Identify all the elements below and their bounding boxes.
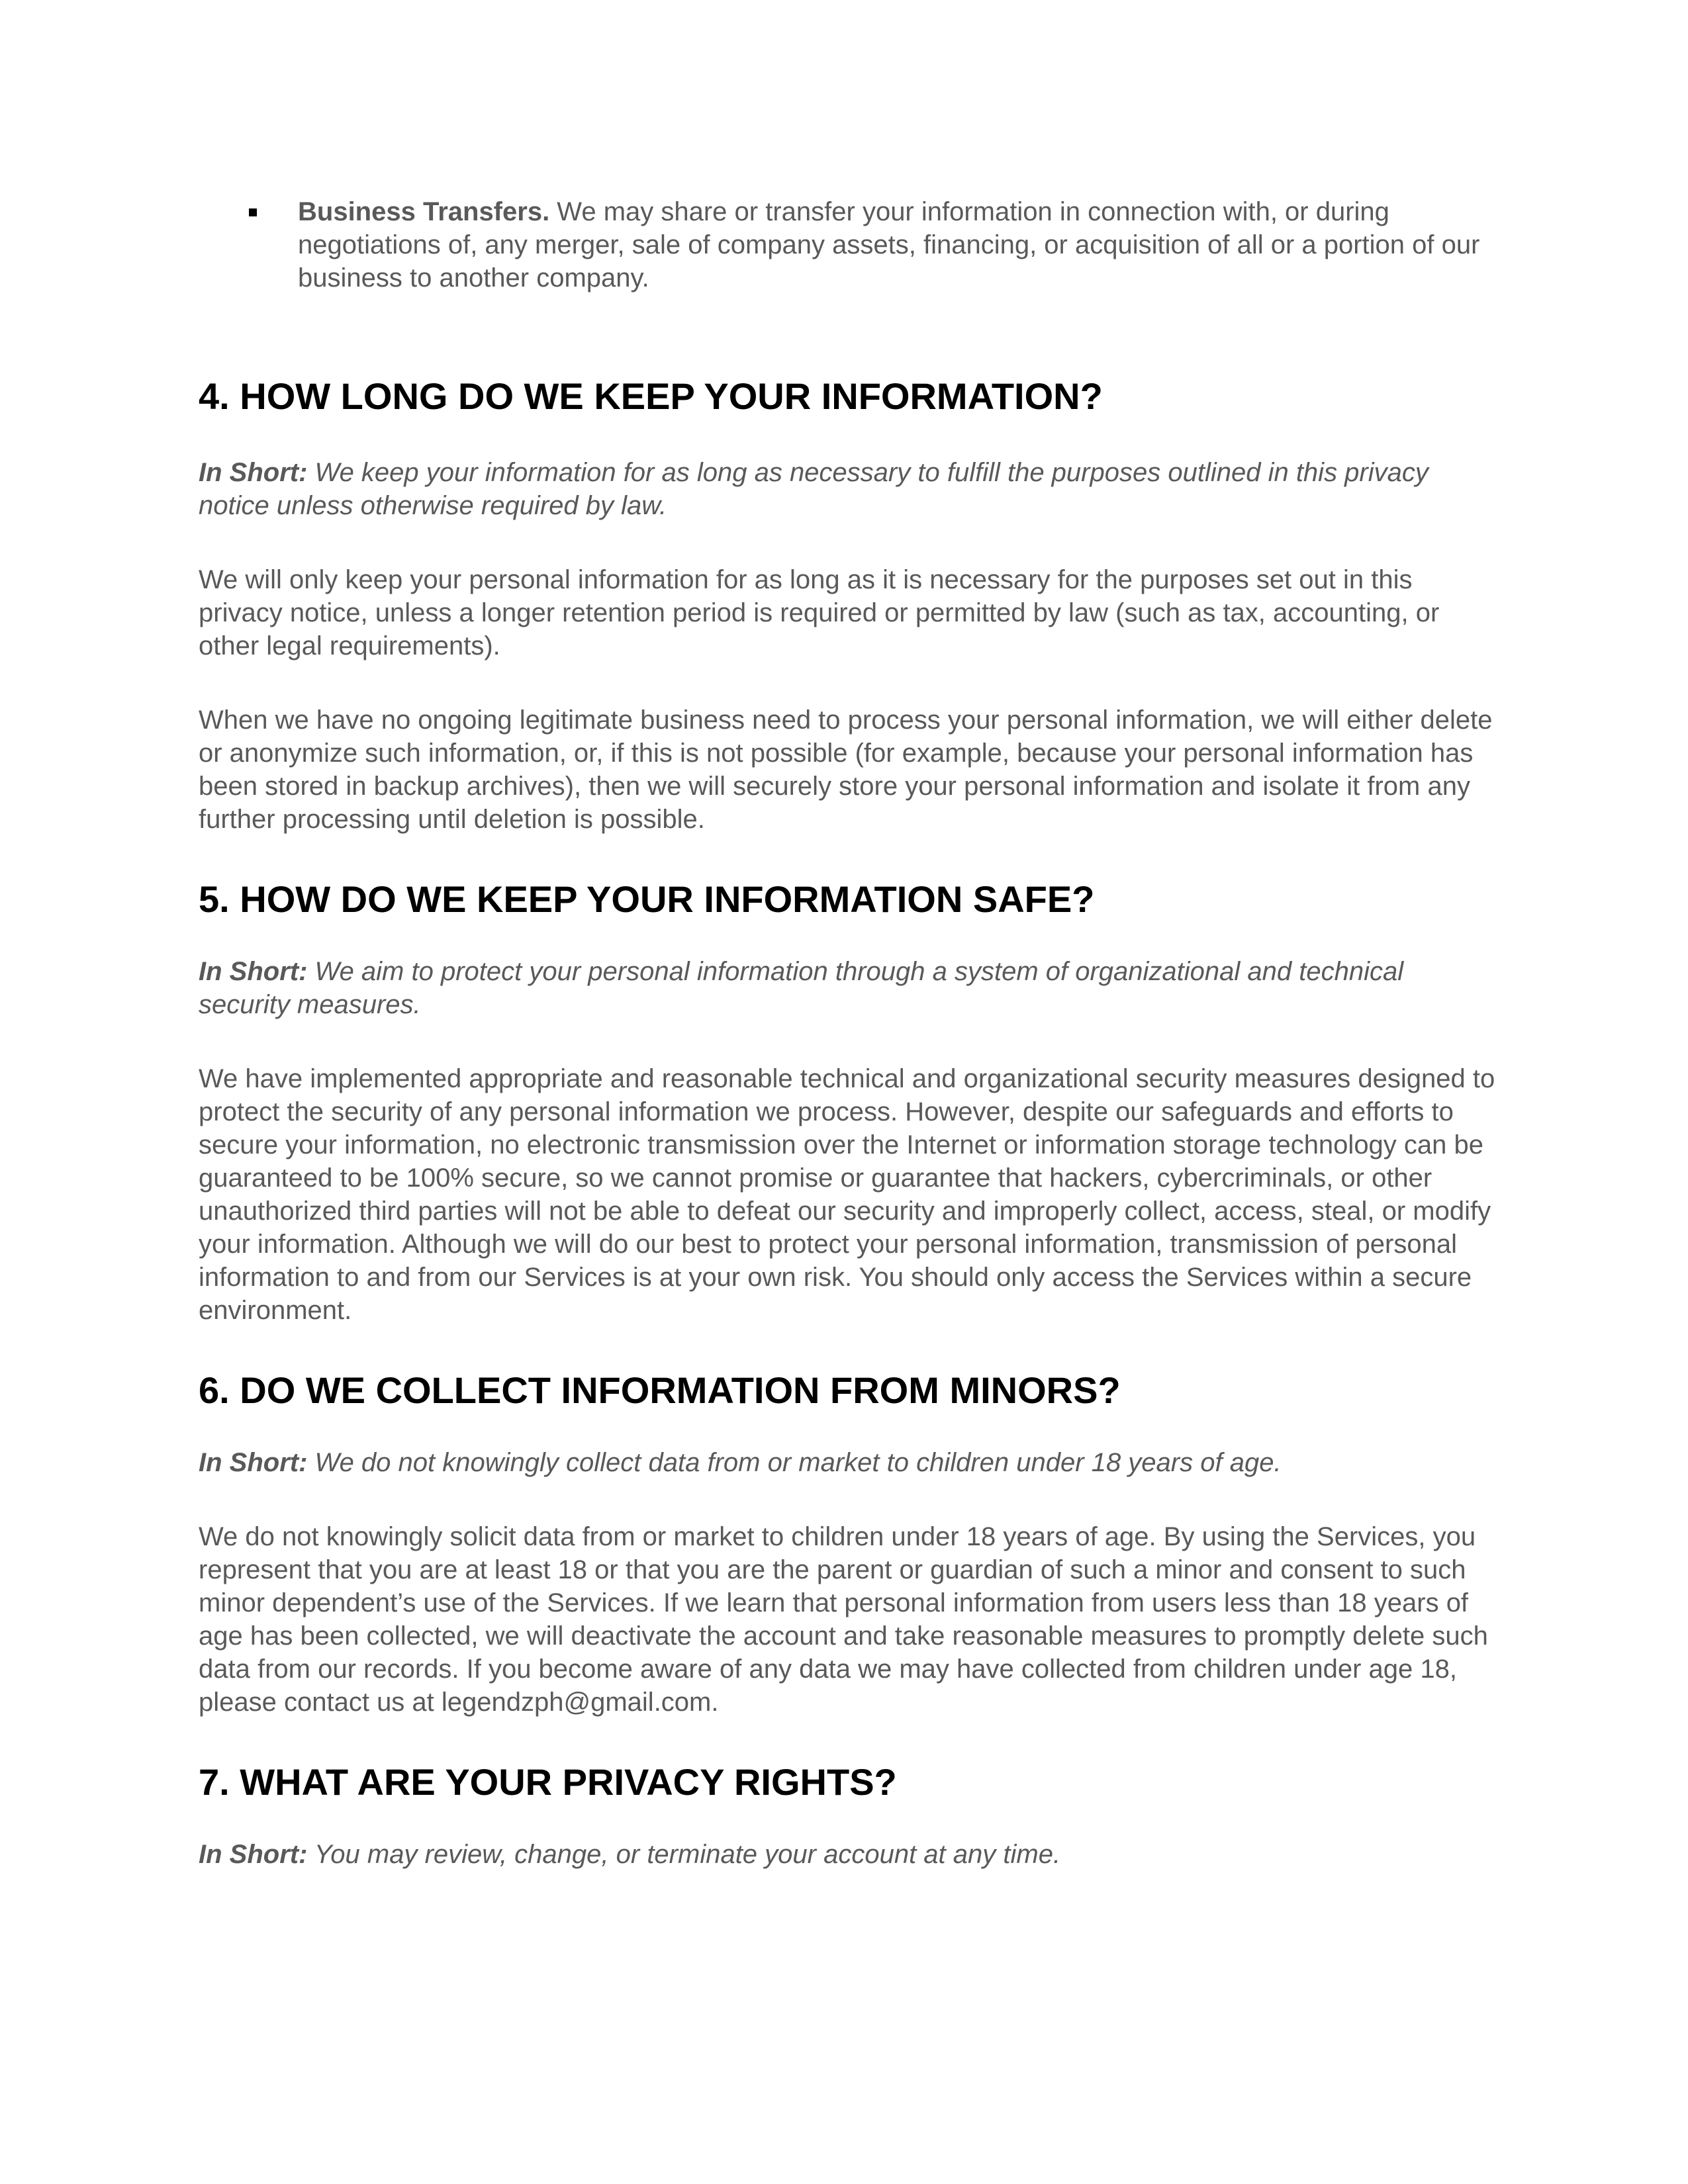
section-7-summary (199, 1838, 1496, 1871)
summary-text: We keep your information for as long as necessary to fulfill the purposes outlined in this privacy notice unless otherwise required by law. (199, 458, 1429, 520)
list-item-business-transfers (199, 195, 1496, 295)
summary-text: We aim to protect your personal information through a system of organizational and technical security measures. (199, 957, 1404, 1019)
bullet-text: We may share or transfer your information in connection with, or during negotiations of, any merger, sale of company assets, financing, or acquisition of all or a portion of our business to another company. (298, 197, 1480, 293)
summary-label: In Short: (199, 458, 308, 487)
section-4-paragraph-2: When we have no ongoing legitimate business need to process your personal information, we will either delete or anonymize such information, or, if this is not possible (for example, because your personal information has been stored in backup archives), then we will securely store your personal information and isolate it from any further processing until deletion is possible. (199, 705, 1493, 834)
section-6-heading: 6. DO WE COLLECT INFORMATION FROM MINORS? (199, 1369, 1121, 1411)
section-5-paragraph-1: We have implemented appropriate and reasonable technical and organizational security measures designed to protect the security of any personal information we process. However, despite our safeguards and efforts to secure your information, no electronic transmission over the Internet or information storage technology can be guaranteed to be 100% secure, so we cannot promise or guarantee that hackers, cybercriminals, or other unauthorized third parties will not be able to defeat our security and improperly collect, access, steal, or modify your information. Although we will do our best to protect your personal information, transmission of personal information to and from our Services is at your own risk. You should only access the Services within a secure environment. (199, 1064, 1495, 1325)
section-4-summary (199, 456, 1496, 522)
square-bullet-icon (249, 208, 257, 216)
summary-label: In Short: (199, 957, 308, 986)
section-5-summary (199, 955, 1496, 1021)
section-4-paragraph-1: We will only keep your personal information for as long as it is necessary for the purposes set out in this privacy notice, unless a longer retention period is required or permitted by law (such as tax, accounting, or other legal requirements). (199, 565, 1440, 660)
section-7-heading: 7. WHAT ARE YOUR PRIVACY RIGHTS? (199, 1761, 897, 1803)
summary-label: In Short: (199, 1840, 308, 1869)
summary-label: In Short: (199, 1448, 308, 1477)
summary-text: We do not knowingly collect data from or market to children under 18 years of age. (307, 1448, 1282, 1477)
section-6-summary (199, 1446, 1496, 1479)
section-5-heading: 5. HOW DO WE KEEP YOUR INFORMATION SAFE? (199, 878, 1095, 920)
section-6-paragraph-1: We do not knowingly solicit data from or market to children under 18 years of age. By using the Services, you represent that you are at least 18 or that you are the parent or guardian of such a minor and consent to such minor dependent’s use of the Services. If we learn that personal information from users less than 18 years of age has been collected, we will deactivate the account and take reasonable measures to promptly delete such data from our records. If you become aware of any data we may have collected from children under age 18, please contact us at legendzph@gmail.com. (199, 1522, 1488, 1717)
summary-text: You may review, change, or terminate your account at any time. (307, 1840, 1061, 1869)
bullet-title: Business Transfers. (298, 197, 550, 226)
document-page (199, 195, 1496, 1871)
section-4-heading: 4. HOW LONG DO WE KEEP YOUR INFORMATION? (199, 375, 1103, 417)
